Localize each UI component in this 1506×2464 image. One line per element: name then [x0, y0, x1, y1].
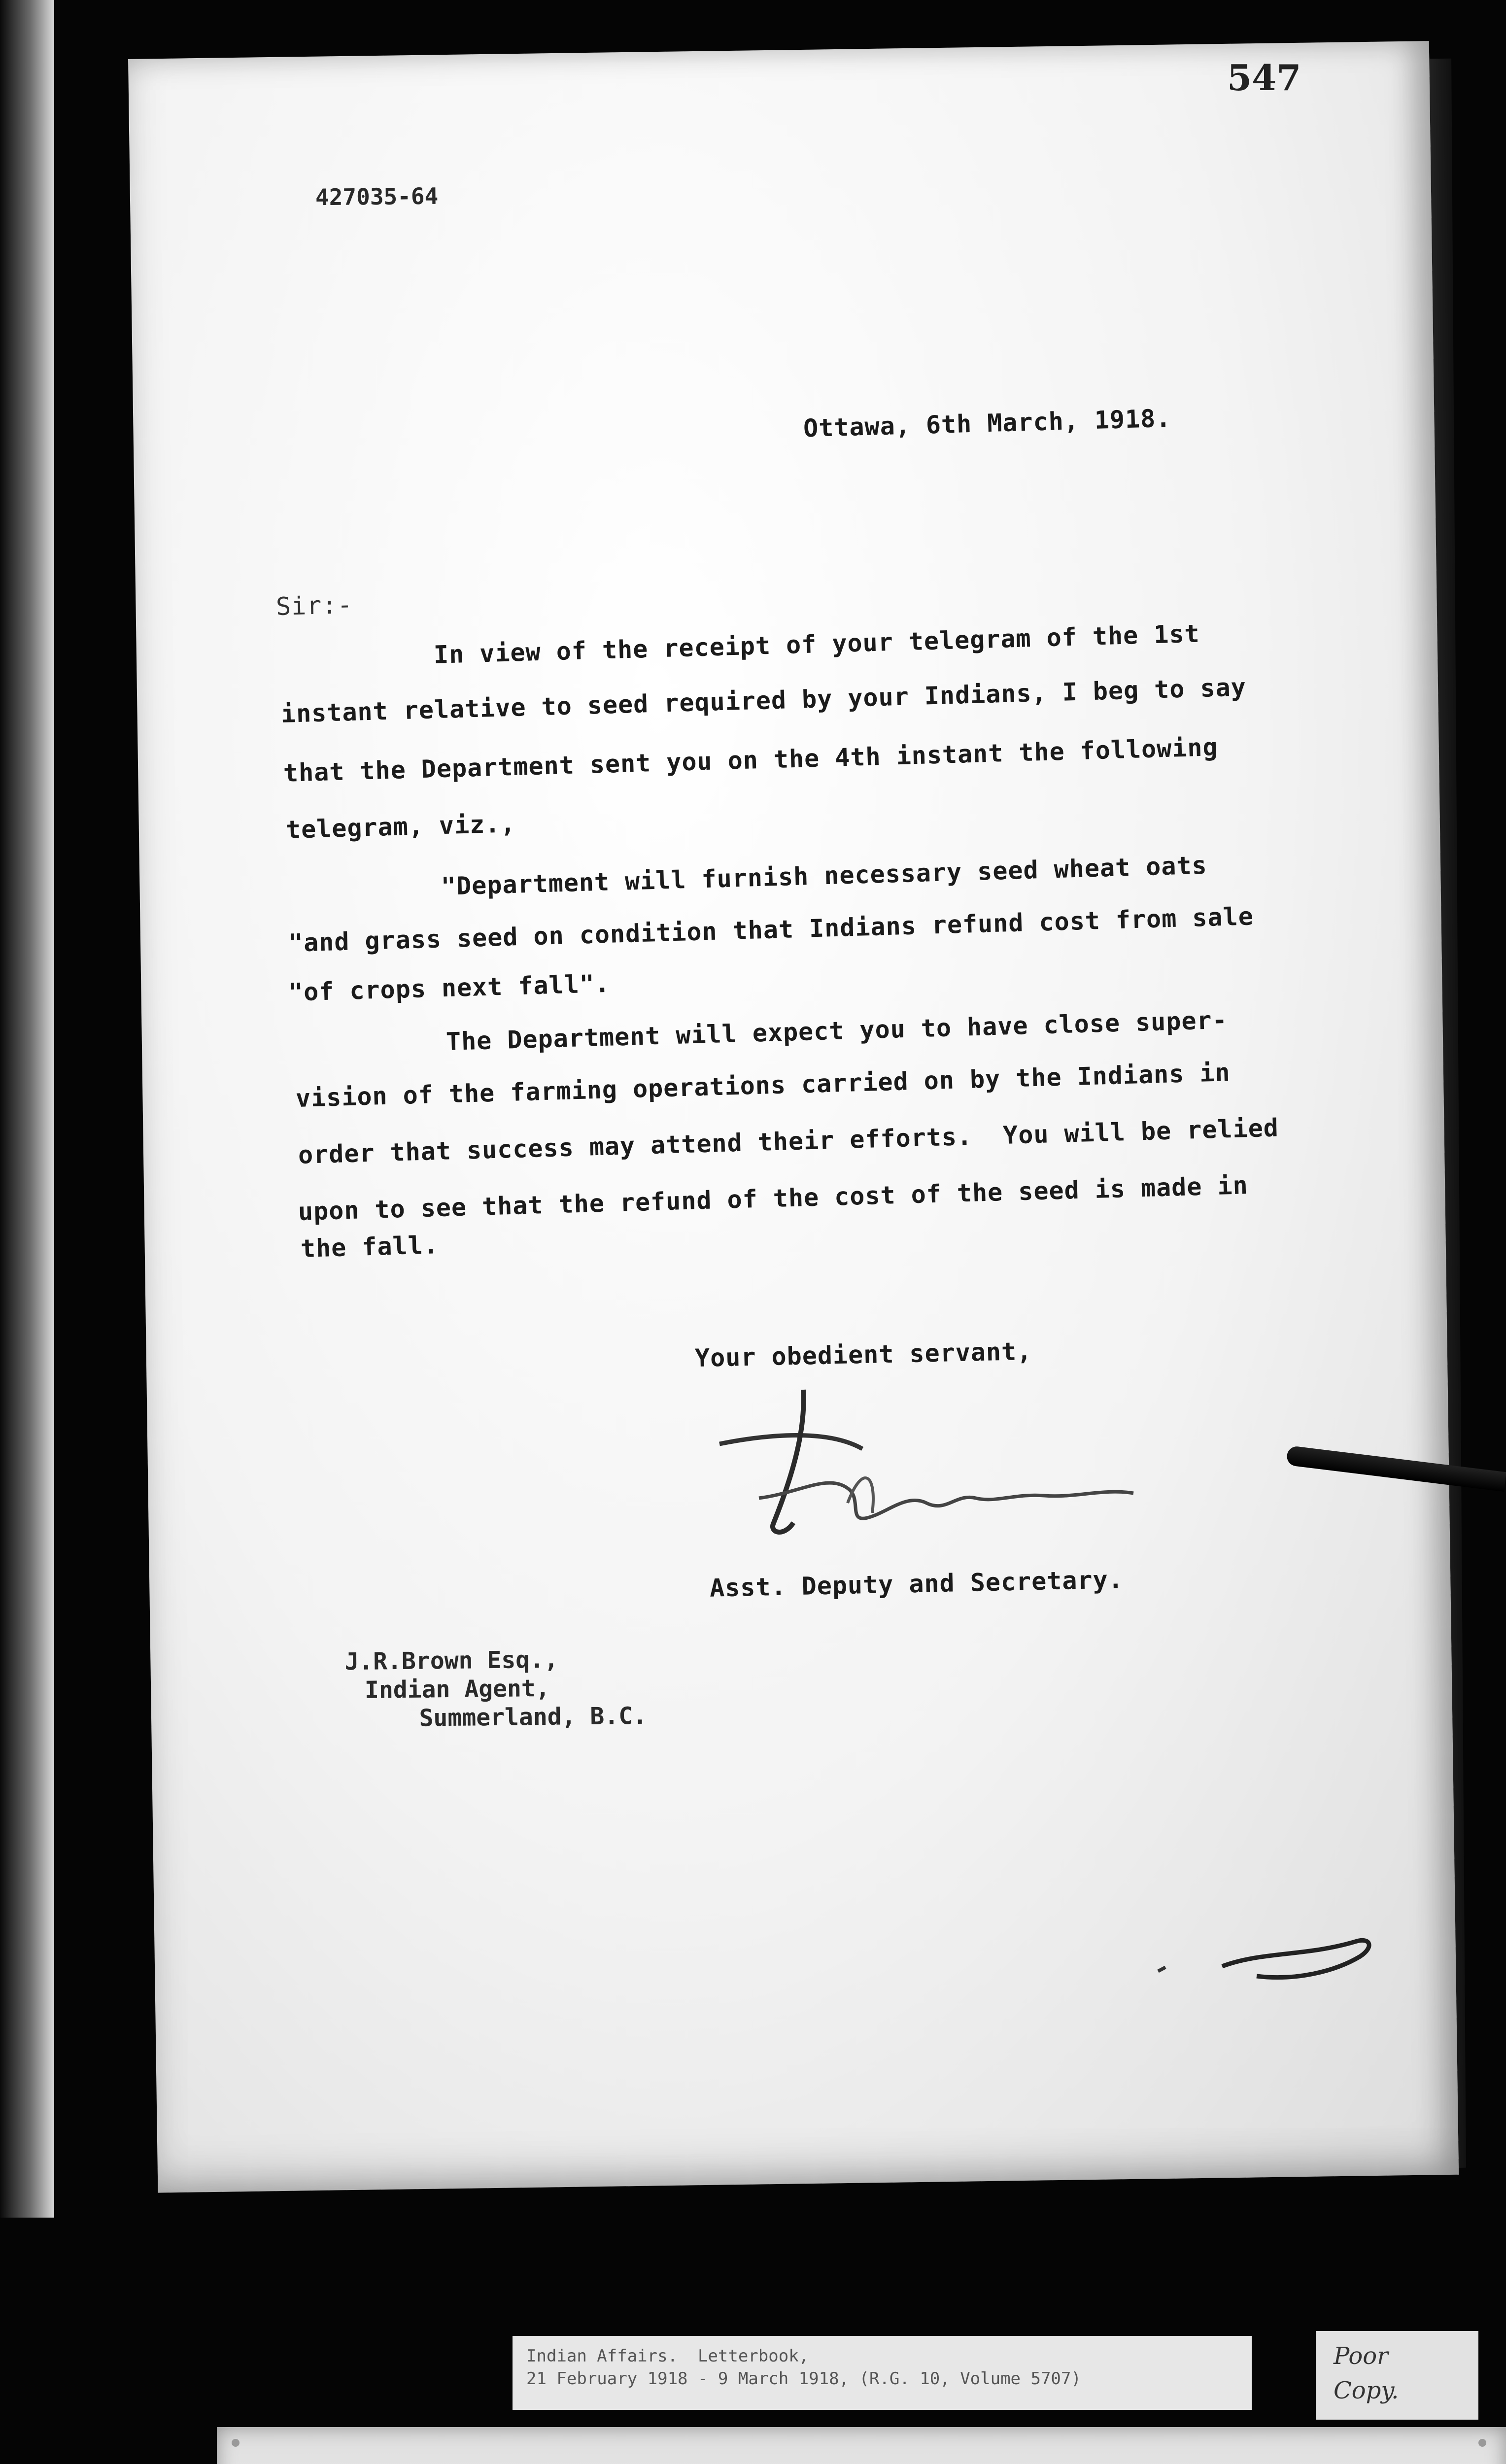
- body-line: order that success may attend their efforts. You will be relied: [298, 1113, 1279, 1169]
- signatory-title: Asst. Deputy and Secretary.: [709, 1565, 1124, 1603]
- body-line: that the Department sent you on the 4th instant the following: [283, 733, 1219, 787]
- handnote-line: Copy.: [1334, 2377, 1399, 2404]
- body-line: In view of the receipt of your telegram of the 1st: [433, 619, 1200, 669]
- body-line: instant relative to seed required by your Indians, I beg to say: [280, 673, 1247, 728]
- page-number: 547: [1227, 57, 1301, 99]
- addressee-block: [344, 1644, 647, 1733]
- body-line: "and grass seed on condition that Indians refund cost from sale: [288, 902, 1254, 958]
- signature: [700, 1375, 1183, 1562]
- body-line: The Department will expect you to have close super-: [445, 1005, 1228, 1056]
- body-line: the fall.: [300, 1231, 439, 1263]
- archive-caption: [513, 2336, 1252, 2410]
- addressee-line: Indian Agent,: [364, 1674, 550, 1704]
- body-line: telegram, viz.,: [285, 809, 516, 844]
- ink-mark: [1148, 1922, 1385, 1996]
- caption-line: 21 February 1918 - 9 March 1918, (R.G. 10, Volume 5707): [526, 2369, 1081, 2389]
- file-reference: 427035-64: [315, 182, 439, 211]
- salutation: Sir:-: [275, 590, 353, 621]
- body-line: upon to see that the refund of the cost of the seed is made in: [298, 1171, 1249, 1226]
- card-pin: [232, 2439, 240, 2447]
- closing: Your obedient servant,: [694, 1336, 1032, 1373]
- body-line: vision of the farming operations carried on by the Indians in: [295, 1058, 1231, 1113]
- film-edge: [0, 0, 54, 2218]
- addressee-line: Summerland, B.C.: [419, 1702, 648, 1732]
- dateline: Ottawa, 6th March, 1918.: [803, 404, 1172, 443]
- addressee-line: J.R.Brown Esq.,: [344, 1645, 559, 1676]
- caption-line: Indian Affairs. Letterbook,: [526, 2346, 809, 2366]
- handnote-line: Poor: [1334, 2342, 1389, 2370]
- body-line: "Department will furnish necessary seed wheat oats: [441, 851, 1208, 901]
- archives-card: [217, 2427, 1506, 2464]
- handwritten-note: [1316, 2331, 1478, 2420]
- body-line: "of crops next fall".: [288, 969, 611, 1007]
- card-pin: [1478, 2439, 1486, 2447]
